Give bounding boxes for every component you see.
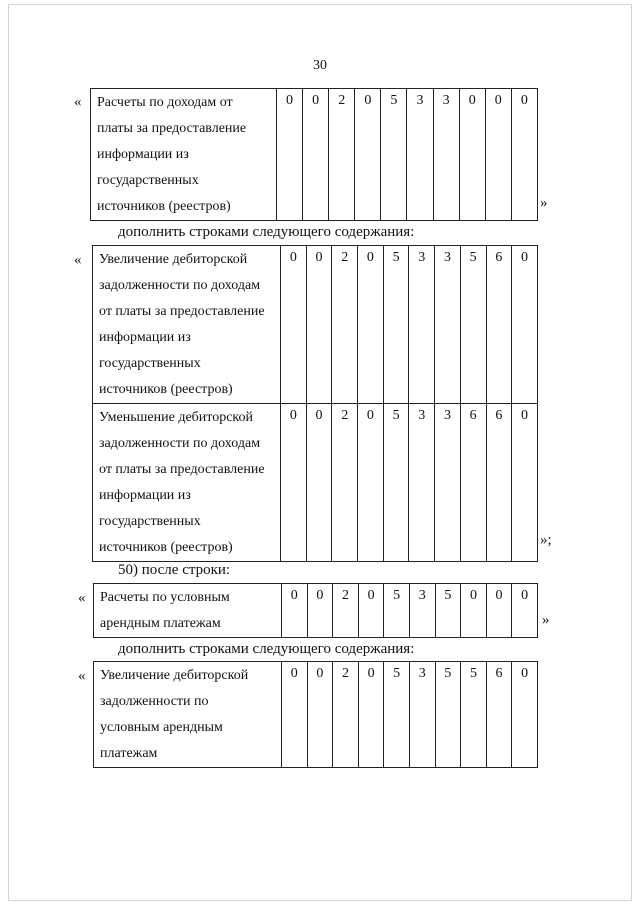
code-digit: 5	[381, 89, 407, 221]
paragraph-supplement-2: дополнить строками следующего содержания:	[118, 641, 415, 657]
row-name-line: источников (реестров)	[97, 199, 231, 214]
row-name-line: платежам	[100, 746, 158, 761]
code-digit: 6	[486, 662, 512, 768]
code-table-2	[92, 245, 538, 562]
code-digit: 3	[433, 89, 459, 221]
code-digit: 0	[307, 584, 333, 638]
code-digit: 5	[383, 404, 409, 562]
code-digit: 3	[435, 246, 461, 404]
code-digit: 3	[409, 404, 435, 562]
code-digit: 5	[384, 662, 410, 768]
code-table-3	[93, 583, 538, 638]
code-digit: 2	[333, 584, 359, 638]
code-digit: 2	[332, 404, 358, 562]
table-row	[93, 404, 538, 562]
row-name-line: Расчеты по условным	[100, 590, 230, 605]
row-name-line: арендным платежам	[100, 616, 221, 631]
code-digit: 6	[486, 246, 512, 404]
code-digit: 0	[512, 246, 538, 404]
row-name	[94, 662, 282, 768]
row-name	[93, 404, 281, 562]
code-digit: 5	[435, 662, 461, 768]
row-name-line: источников (реестров)	[99, 540, 233, 555]
code-digit: 3	[409, 584, 435, 638]
row-name-line: источников (реестров)	[99, 382, 233, 397]
row-name-line: Увеличение дебиторской	[99, 252, 248, 267]
row-name-line: Увеличение дебиторской	[100, 668, 249, 683]
row-name-line: Расчеты по доходам от	[97, 95, 233, 110]
code-digit: 0	[459, 89, 485, 221]
row-name-line: информации из	[99, 330, 191, 345]
code-digit: 0	[281, 404, 307, 562]
code-table-1	[90, 88, 538, 221]
code-digit: 0	[512, 662, 538, 768]
code-digit: 0	[486, 584, 512, 638]
code-digit: 0	[485, 89, 511, 221]
code-digit: 5	[461, 662, 487, 768]
code-digit: 0	[358, 246, 384, 404]
row-name-line: от платы за предоставление	[99, 462, 265, 477]
code-digit: 0	[511, 89, 537, 221]
code-digit: 0	[512, 404, 538, 562]
table-row	[94, 584, 538, 638]
quote-open-2: «	[74, 252, 82, 268]
code-digit: 0	[307, 662, 333, 768]
code-digit: 3	[409, 246, 435, 404]
code-digit: 2	[333, 662, 359, 768]
table-row	[94, 662, 538, 768]
code-digit: 0	[358, 662, 384, 768]
code-digit: 5	[384, 584, 410, 638]
row-name-line: информации из	[99, 488, 191, 503]
code-digit: 5	[383, 246, 409, 404]
code-digit: 5	[435, 584, 461, 638]
code-digit: 2	[329, 89, 355, 221]
page-number: 30	[313, 58, 327, 73]
code-digit: 0	[306, 246, 332, 404]
code-digit: 0	[281, 246, 307, 404]
code-digit: 0	[282, 662, 308, 768]
code-digit: 6	[486, 404, 512, 562]
quote-close-2: »;	[540, 532, 552, 548]
code-digit: 5	[460, 246, 486, 404]
table-row	[91, 89, 538, 221]
row-name	[93, 246, 281, 404]
code-digit: 0	[355, 89, 381, 221]
code-digit: 0	[358, 584, 384, 638]
code-digit: 0	[303, 89, 329, 221]
row-name	[91, 89, 277, 221]
row-name-line: информации из	[97, 147, 189, 162]
quote-close-1: »	[540, 195, 548, 211]
quote-close-3: »	[542, 612, 550, 628]
row-name-line: задолженности по доходам	[99, 278, 261, 293]
row-name-line: задолженности по	[100, 694, 209, 709]
code-digit: 0	[358, 404, 384, 562]
row-name-line: условным арендным	[100, 720, 223, 735]
code-digit: 3	[407, 89, 433, 221]
paragraph-item-50: 50) после строки:	[118, 562, 231, 578]
code-digit: 3	[435, 404, 461, 562]
row-name-line: государственных	[99, 356, 201, 371]
row-name	[94, 584, 282, 638]
row-name-line: задолженности по доходам	[99, 436, 261, 451]
row-name-line: Уменьшение дебиторской	[99, 410, 254, 425]
code-table-4	[93, 661, 538, 768]
code-digit: 2	[332, 246, 358, 404]
code-digit: 0	[512, 584, 538, 638]
quote-open-1: «	[74, 94, 82, 110]
row-name-line: государственных	[99, 514, 201, 529]
table-row	[93, 246, 538, 404]
row-name-line: государственных	[97, 173, 199, 188]
quote-open-3: «	[78, 590, 86, 606]
paragraph-supplement-1: дополнить строками следующего содержания:	[118, 224, 415, 240]
code-digit: 0	[306, 404, 332, 562]
code-digit: 0	[277, 89, 303, 221]
row-name-line: платы за предоставление	[97, 121, 247, 136]
code-digit: 6	[460, 404, 486, 562]
code-digit: 0	[282, 584, 308, 638]
code-digit: 0	[461, 584, 487, 638]
quote-open-4: «	[78, 668, 86, 684]
code-digit: 3	[409, 662, 435, 768]
row-name-line: от платы за предоставление	[99, 304, 265, 319]
